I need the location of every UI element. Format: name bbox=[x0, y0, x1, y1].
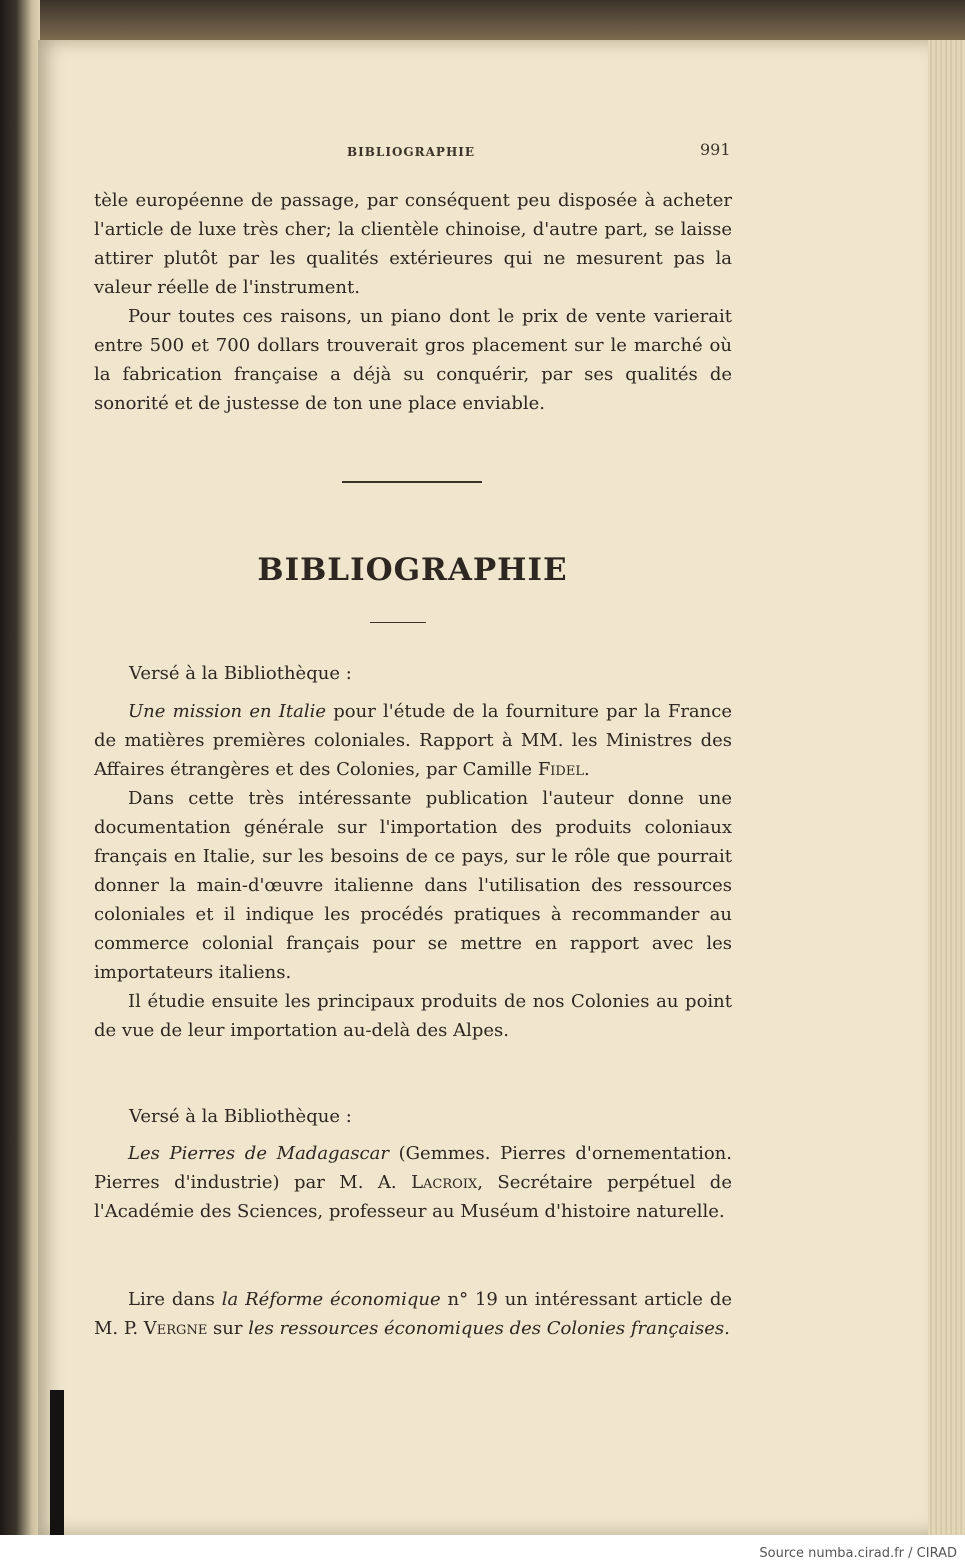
entry1-end: . bbox=[583, 759, 590, 780]
entry3-journal: la Réforme économique bbox=[221, 1289, 441, 1310]
intro-paragraph-2: Pour toutes ces raisons, un piano dont le prix de vente varierait entre 500 et 700 dollars trouverait gros placement sur le marché où la fabrication française a déjà su conquérir, par ses qualités de sonorité et de justesse de ton une place enviable. bbox=[94, 306, 732, 414]
entry3-paragraph bbox=[94, 1285, 732, 1343]
entry2-citation bbox=[94, 1139, 732, 1226]
book-gutter bbox=[0, 0, 40, 1535]
entry1-text bbox=[94, 697, 732, 1045]
entry3-end: . bbox=[724, 1318, 730, 1339]
entry3-lead: Lire dans bbox=[128, 1289, 222, 1310]
entry2-citation-text: (Gemmes. Pierres d'ornementation. Pierres d'industrie) par M. A. bbox=[94, 1143, 732, 1193]
bookmark-ribbon bbox=[50, 1390, 64, 1535]
entry1-title: Une mission en Italie bbox=[128, 701, 327, 722]
entry3-author: Vergne bbox=[143, 1318, 208, 1339]
entry2-lead: Versé à la Bibliothèque : bbox=[129, 1106, 352, 1127]
entry3-mid2: sur bbox=[207, 1318, 249, 1339]
entry2-citation-end: , Secrétaire perpétuel de l'Académie des Sciences, professeur au Muséum d'histoire naturelle. bbox=[94, 1172, 732, 1222]
title-underline bbox=[370, 622, 426, 623]
section-divider bbox=[342, 481, 482, 483]
entry2-author: Lacroix bbox=[411, 1172, 478, 1193]
source-credit: Source numba.cirad.fr / CIRAD bbox=[759, 1546, 957, 1561]
page-number: 991 bbox=[700, 140, 731, 159]
entry1-lead: Versé à la Bibliothèque : bbox=[129, 663, 352, 684]
entry1-citation-text: pour l'étude de la fourniture par la France de matières premières coloniales. Rapport à MM. les Ministres des Affaires étrangères et des Colonies, par Camille bbox=[94, 701, 732, 780]
entry1-paragraph-3: Il étudie ensuite les principaux produits de nos Colonies au point de vue de leur importation au-delà des Alpes. bbox=[94, 991, 732, 1041]
entry2-text bbox=[94, 1139, 732, 1226]
entry3-text bbox=[94, 1285, 732, 1343]
entry1-paragraph-2: Dans cette très intéressante publication l'auteur donne une documentation générale sur l'importation des produits coloniaux français en Italie, sur les besoins de ce pays, sur le rôle que pourrait donner la main-d'œuvre italienne dans l'utilisation des ressources coloniales et il indique les procédés pratiques à recommander au commerce colonial français pour se mettre en rapport avec les importateurs italiens. bbox=[94, 788, 732, 983]
entry1-author: Fidel bbox=[537, 759, 584, 780]
section-title: BIBLIOGRAPHIE bbox=[257, 552, 568, 588]
entry2-title: Les Pierres de Madagascar bbox=[128, 1143, 389, 1164]
page-fore-edge bbox=[928, 40, 965, 1535]
entry3-topic: les ressources économiques des Colonies françaises bbox=[248, 1318, 725, 1339]
entry3-mid: n° 19 un intéressant article de M. P. bbox=[94, 1289, 732, 1339]
intro-text bbox=[94, 186, 732, 418]
entry1-citation bbox=[94, 697, 732, 784]
running-head: BIBLIOGRAPHIE bbox=[347, 145, 476, 159]
intro-paragraph-1: tèle européenne de passage, par conséquent peu disposée à acheter l'article de luxe très cher; la clientèle chinoise, d'autre part, se laisse attirer plutôt par les qualités extérieures qui ne mesurent pas la valeur réelle de l'instrument. bbox=[94, 190, 732, 298]
